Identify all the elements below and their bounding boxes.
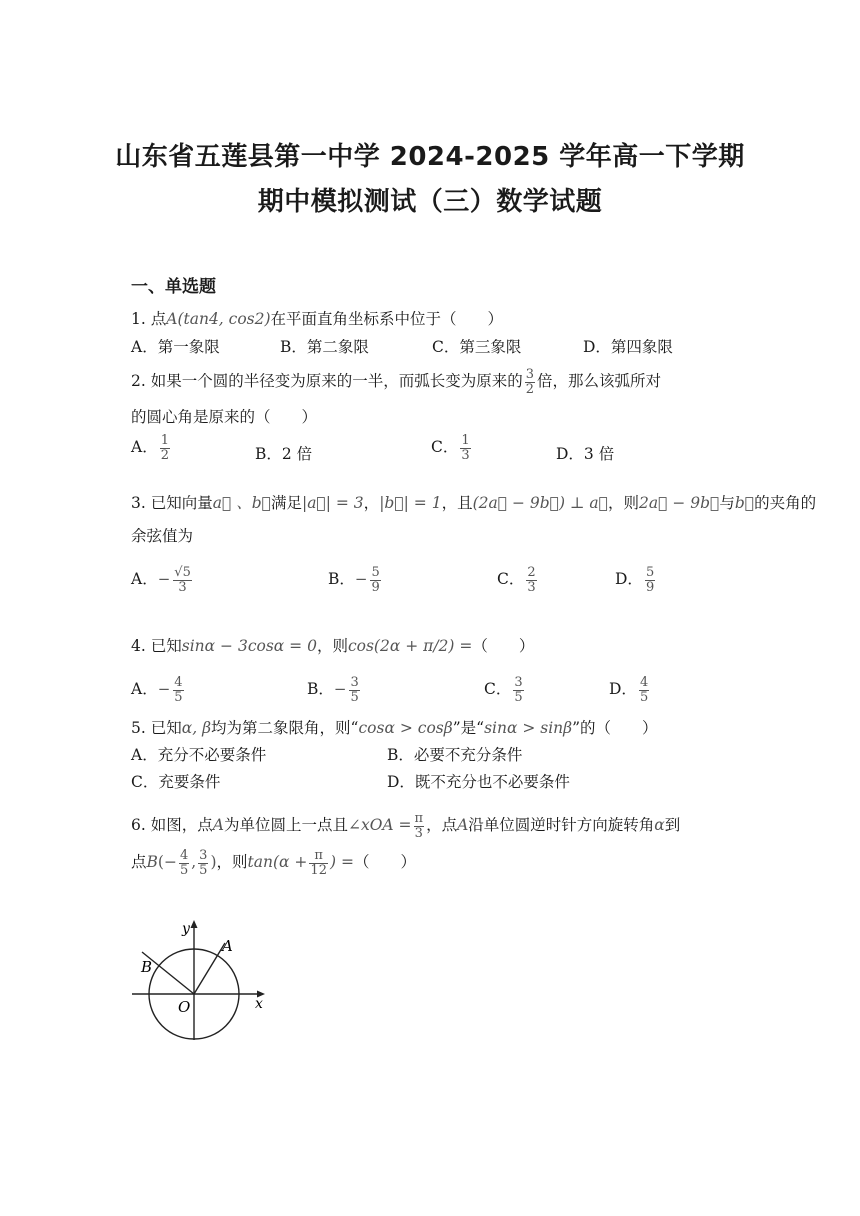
option-d: D．第四象限 xyxy=(583,338,673,356)
unit-circle-figure xyxy=(125,915,275,1045)
ray-oa xyxy=(194,943,225,994)
question-number: 5. xyxy=(131,719,146,737)
y-axis-arrow xyxy=(191,920,198,928)
question-6-stem-line-2: 点B(− $\frac{4}{5}$ , $\frac{3}{5}$ )，则tan(α + $\frac{\pi}{12}$ ) =（ ） xyxy=(131,848,416,878)
option-a: A．充分不必要条件 xyxy=(131,746,267,764)
point-a-label: A xyxy=(222,937,233,955)
question-number: 6. xyxy=(131,816,146,835)
option-a: A．− $\frac{4}{5}$ xyxy=(131,675,183,705)
option-b: B．第二象限 xyxy=(280,338,369,356)
option-b: B．2 倍 xyxy=(255,445,313,463)
option-a: A． $\frac{1}{2}$ xyxy=(131,433,169,463)
option-b: B．− $\frac{5}{9}$ xyxy=(328,565,380,595)
question-5-stem: 5. 已知α, β均为第二象限角，则“cosα > cosβ”是“sinα > sinβ”的（ ） xyxy=(131,719,658,737)
y-label: y xyxy=(182,921,190,937)
question-number: 1. xyxy=(131,310,146,328)
option-b: B．− $\frac{3}{5}$ xyxy=(307,675,359,705)
point-b-label: B xyxy=(141,958,153,976)
option-b: B．必要不充分条件 xyxy=(387,746,523,764)
page-title-line-1: 山东省五莲县第一中学 2024-2025 学年高一下学期 xyxy=(115,142,745,172)
question-2-stem xyxy=(131,368,661,396)
page-title-line-2: 期中模拟测试（三）数学试题 xyxy=(257,187,603,217)
fraction: $\frac{3}{2}$ xyxy=(525,367,535,397)
question-number: 2. xyxy=(131,372,146,391)
option-c: C． $\frac{3}{5}$ xyxy=(484,675,523,705)
question-text: 在平面直角坐标系中位于（ ） xyxy=(270,310,504,328)
question-3-stem: 3. 已知向量a⃗ 、b⃗满足|a⃗| = 3，|b⃗| = 1，且(2a⃗ − 9b⃗) ⊥ a⃗，则2a⃗ − 9b⃗与b⃗的夹角的 xyxy=(131,494,817,512)
option-c: C．充要条件 xyxy=(131,773,221,791)
math-expression: A(tan4, cos2) xyxy=(166,310,271,328)
question-text: 点 xyxy=(150,310,167,328)
question-3-stem-line-2: 余弦值为 xyxy=(131,527,194,545)
option-d: D．3 倍 xyxy=(556,445,615,463)
question-number: 3. xyxy=(131,494,146,512)
question-2-stem-line-2: 的圆心角是原来的（ ） xyxy=(131,408,318,426)
option-a: A．− $\frac{√5}{3}$ xyxy=(131,565,191,595)
section-heading: 一、单选题 xyxy=(131,277,216,297)
x-label: x xyxy=(255,996,263,1012)
option-a: A．第一象限 xyxy=(131,338,220,356)
option-d: D．既不充分也不必要条件 xyxy=(387,773,570,791)
option-c: C．第三象限 xyxy=(432,338,522,356)
option-c: C． $\frac{2}{3}$ xyxy=(497,565,536,595)
option-d: D． $\frac{4}{5}$ xyxy=(609,675,649,705)
question-text: 如果一个圆的半径变为原来的一半，而弧长变为原来的 xyxy=(150,372,523,391)
option-d: D． $\frac{5}{9}$ xyxy=(615,565,655,595)
question-number: 4. xyxy=(131,637,146,655)
question-1-stem xyxy=(131,307,503,329)
origin-label: O xyxy=(178,998,191,1016)
question-text: 倍，那么该弧所对 xyxy=(537,372,662,391)
question-6-stem: 6. 如图，点A为单位圆上一点且∠xOA = $\frac{\pi}{3}$ ，点A沿单位圆逆时针方向旋转角α到 xyxy=(131,811,681,841)
option-c: C． $\frac{1}{3}$ xyxy=(431,433,470,463)
question-4-stem: 4. 已知sinα − 3cosα = 0，则cos(2α + π/2) =（ ） xyxy=(131,637,535,655)
